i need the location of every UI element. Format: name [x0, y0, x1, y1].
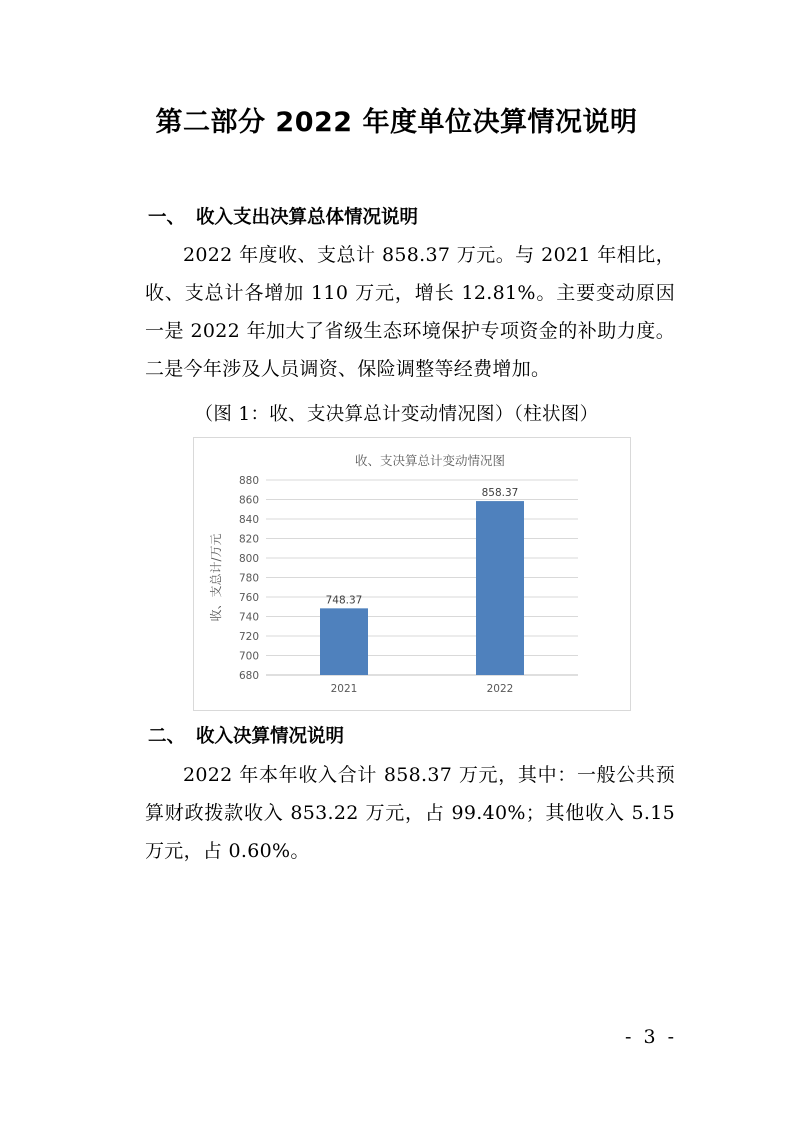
y-tick-label: 820 [238, 533, 259, 546]
bar-2022 [476, 501, 524, 675]
bar-chart-svg [194, 438, 630, 710]
section-heading-text: 收入支出决算总体情况说明 [196, 207, 419, 228]
bar-2021 [320, 608, 368, 675]
figure-caption: （图 1：收、支决算总计变动情况图）（柱状图） [194, 404, 599, 425]
section-number: 一、 [148, 207, 186, 228]
x-tick-label: 2022 [486, 683, 514, 695]
y-tick-label: 720 [238, 631, 259, 643]
y-tick-label: 760 [238, 592, 259, 604]
page-number: - 3 - [624, 1026, 677, 1048]
section-heading-income [148, 722, 344, 748]
y-tick-label: 700 [238, 650, 259, 663]
data-label-2021: 748.37 [325, 594, 363, 607]
x-tick-label: 2021 [330, 683, 358, 695]
section-heading-income-expense [148, 203, 418, 229]
section-number: 二、 [148, 726, 186, 747]
page-title: 第二部分 2022 年度单位决算情况说明 [155, 107, 638, 138]
y-tick-label: 840 [238, 514, 259, 526]
y-tick-label: 740 [238, 611, 259, 624]
chart-title: 收、支决算总计变动情况图 [354, 453, 506, 468]
section-heading-text: 收入决算情况说明 [196, 726, 345, 747]
y-axis-label: 收、支总计/万元 [209, 533, 223, 622]
section-paragraph-income: 2022 年本年收入合计 858.37 万元，其中：一般公共预算财政拨款收入 853.22 万元，占 99.40%；其他收入 5.15 万元，占 0.60%。 [145, 764, 675, 862]
y-tick-label: 680 [238, 670, 259, 682]
bar-chart [193, 437, 631, 711]
y-tick-label: 860 [238, 494, 259, 507]
data-label-2022: 858.37 [481, 487, 519, 500]
y-tick-label: 780 [238, 572, 259, 585]
section-paragraph-income-expense: 2022 年度收、支总计 858.37 万元。与 2021 年相比，收、支总计各增加 110 万元，增长 12.81%。主要变动原因一是 2022 年加大了省级生态环境保护专项资金的补助力度。二是今年涉及人员调资、保险调整等经费增加。 [145, 244, 675, 380]
y-tick-label: 800 [238, 553, 259, 565]
y-tick-label: 880 [238, 475, 259, 487]
